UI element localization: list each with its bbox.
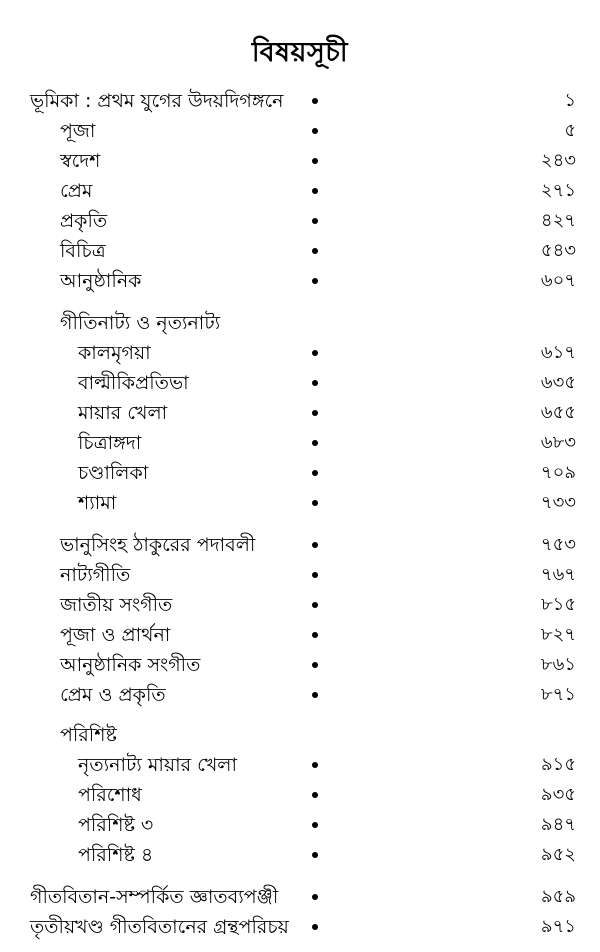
toc-page-number: ৭৩৩: [540, 492, 576, 513]
toc-entry-label: নাট্যগীতি: [60, 564, 131, 586]
toc-page-number: ৮৬১: [540, 654, 576, 675]
toc-entry-label: বিচিত্র: [60, 240, 106, 262]
leader-dot: [312, 762, 318, 768]
page-title: বিষয়সূচী: [251, 37, 349, 68]
toc-entry-label: শ্যামা: [78, 492, 117, 514]
toc-page-number: ৫৪৩: [540, 240, 576, 261]
toc-page-number: ৭০৯: [540, 462, 576, 483]
leader-dot: [312, 692, 318, 698]
toc-section-label: পরিশিষ্ট: [60, 724, 117, 746]
toc-entry: [0, 650, 600, 680]
toc-page-number: ৮১৫: [540, 594, 576, 615]
toc-entry: [0, 176, 600, 206]
toc-page-number: ৬৩৫: [540, 372, 576, 393]
toc-entry: [0, 560, 600, 590]
leader-dot: [312, 188, 318, 194]
leader-dot: [312, 98, 318, 104]
leader-dot: [312, 410, 318, 416]
toc-entry: [0, 266, 600, 296]
toc-page-number: ১: [564, 90, 576, 111]
leader-dot: [312, 470, 318, 476]
leader-dot: [312, 158, 318, 164]
toc-page-number: ৬১৭: [540, 342, 576, 363]
toc-page-number: ৮২৭: [540, 624, 576, 645]
leader-dot: [312, 822, 318, 828]
leader-dot: [312, 572, 318, 578]
toc-page-number: ৭৬৭: [540, 564, 576, 585]
toc-entry: [0, 488, 600, 518]
leader-dot: [312, 662, 318, 668]
leader-dot: [312, 218, 318, 224]
toc-page-number: ৮৭১: [540, 684, 576, 705]
toc-entry: [0, 236, 600, 266]
leader-dot: [312, 350, 318, 356]
toc-entry-label: পরিশিষ্ট ৩: [78, 814, 154, 836]
toc-entry-label: ভূমিকা : প্রথম যুগের উদয়দিগঙ্গনে: [30, 90, 284, 112]
leader-dot: [312, 852, 318, 858]
toc-entry: [0, 620, 600, 650]
toc-page-number: ৬৫৫: [540, 402, 576, 423]
toc-page-number: ৬৮৩: [540, 432, 576, 453]
toc-entry: [0, 882, 600, 912]
toc-entry: [0, 912, 600, 942]
toc-entry-label: চণ্ডালিকা: [78, 462, 149, 484]
toc-entry: [0, 206, 600, 236]
toc-entry: [0, 810, 600, 840]
leader-dot: [312, 924, 318, 930]
toc-page-number: ৯১৫: [540, 754, 576, 775]
toc-entry-label: স্বদেশ: [60, 150, 101, 172]
toc-entry: [0, 398, 600, 428]
leader-dot: [312, 500, 318, 506]
toc-entry-label: প্রেম ও প্রকৃতি: [60, 684, 166, 706]
toc-entry-label: নৃত্যনাট্য মায়ার খেলা: [78, 754, 237, 776]
leader-dot: [312, 248, 318, 254]
leader-dot: [312, 542, 318, 548]
toc-section-heading: [0, 720, 600, 750]
toc-page-number: ৯৩৫: [540, 784, 576, 805]
toc-entry-label: জাতীয় সংগীত: [60, 594, 173, 616]
toc-entry-label: তৃতীয়খণ্ড গীতবিতানের গ্রন্থপরিচয়: [30, 916, 289, 938]
toc-page-number: ৯৫২: [540, 844, 576, 865]
toc-entry: [0, 458, 600, 488]
toc-page-number: ৭৫৩: [540, 534, 576, 555]
toc-entry-label: গীতবিতান-সম্পর্কিত জ্ঞাতব্যপঞ্জী: [30, 886, 279, 908]
toc-page-number: ৯৪৭: [540, 814, 576, 835]
leader-dot: [312, 128, 318, 134]
leader-dot: [312, 632, 318, 638]
toc-entry-label: প্রেম: [60, 180, 93, 202]
toc-page-number: ৫: [564, 120, 576, 141]
toc-entry-label: কালমৃগয়া: [78, 342, 151, 364]
toc-page-number: ২৭১: [540, 180, 576, 201]
leader-dot: [312, 602, 318, 608]
leader-dot: [312, 278, 318, 284]
toc-entry: [0, 840, 600, 870]
toc-entry-label: মায়ার খেলা: [78, 402, 168, 424]
toc-entry-label: পূজা ও প্রার্থনা: [60, 624, 171, 646]
toc-entry-label: পরিশোধ: [78, 784, 142, 806]
toc-entry: [0, 146, 600, 176]
toc-entry: [0, 750, 600, 780]
toc-page-number: ২৪৩: [540, 150, 576, 171]
toc-entry: [0, 780, 600, 810]
leader-dot: [312, 380, 318, 386]
toc-entry-label: পরিশিষ্ট ৪: [78, 844, 154, 866]
toc-section-label: গীতিনাট্য ও নৃত্যনাট্য: [60, 312, 221, 334]
leader-dot: [312, 894, 318, 900]
toc-entry: [0, 86, 600, 116]
toc-entry-label: পূজা: [60, 120, 96, 142]
leader-dot: [312, 792, 318, 798]
toc-entry: [0, 368, 600, 398]
toc-entry-label: আনুষ্ঠানিক সংগীত: [60, 654, 201, 676]
toc-entry-label: বাল্মীকিপ্রতিভা: [78, 372, 189, 394]
toc-entry: [0, 428, 600, 458]
toc-entry: [0, 530, 600, 560]
toc-entry-label: চিত্রাঙ্গদা: [78, 432, 142, 454]
leader-dot: [312, 440, 318, 446]
toc-entry: [0, 680, 600, 710]
toc-page-number: ৯৭১: [540, 916, 576, 937]
toc-page-number: ৯৫৯: [540, 886, 576, 907]
toc-entry: [0, 116, 600, 146]
toc-page-number: ৬০৭: [540, 270, 576, 291]
toc-entry-label: আনুষ্ঠানিক: [60, 270, 142, 292]
toc-entry: [0, 590, 600, 620]
toc-page-number: ৪২৭: [540, 210, 576, 231]
toc-entry-label: প্রকৃতি: [60, 210, 108, 232]
toc-section-heading: [0, 308, 600, 338]
toc-entry-label: ভানুসিংহ ঠাকুরের পদাবলী: [60, 534, 256, 556]
toc-entry: [0, 338, 600, 368]
